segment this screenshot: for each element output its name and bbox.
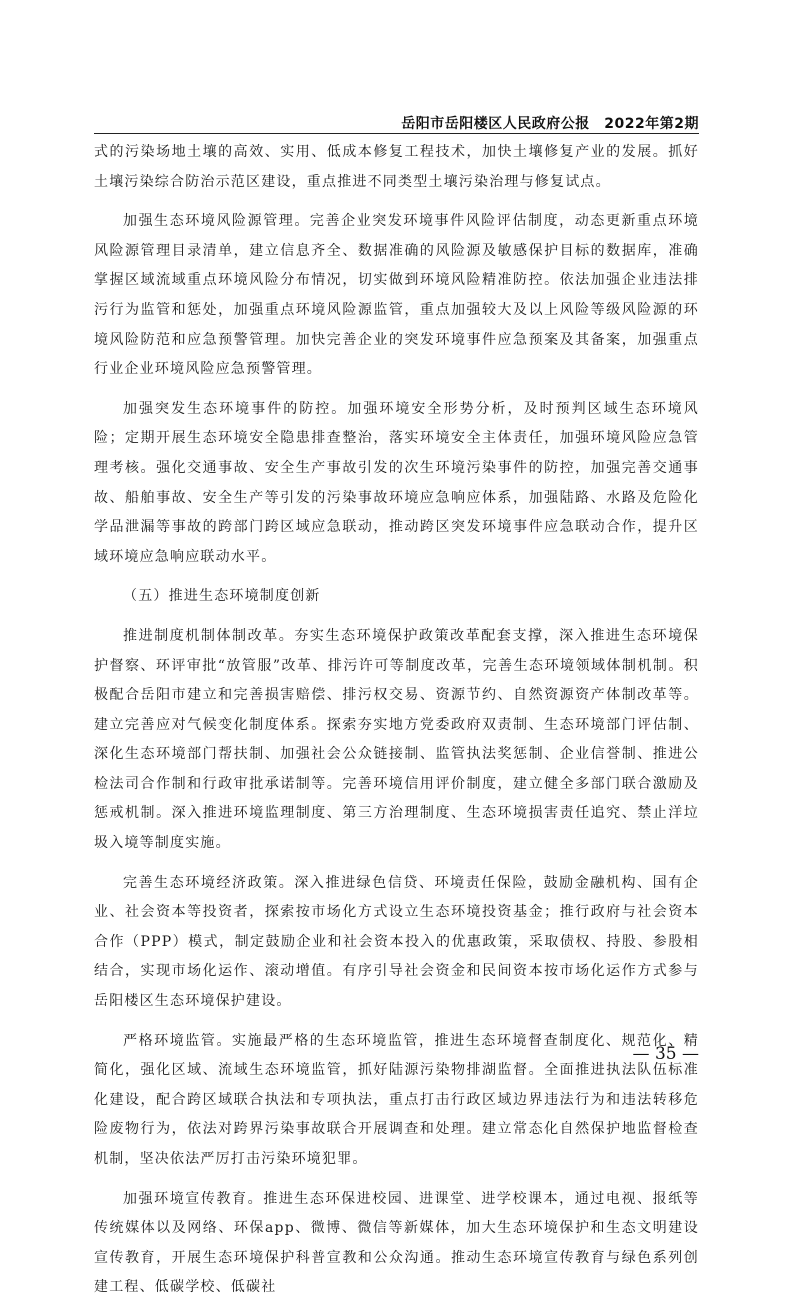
page-header: 岳阳市岳阳楼区人民政府公报 2022年第2期 xyxy=(401,116,699,132)
page-number: — 35 — xyxy=(632,1044,699,1064)
section-heading: （五）推进生态环境制度创新 xyxy=(123,588,321,605)
document-body xyxy=(94,138,699,1313)
paragraph-economic-policy: 完善生态环境经济政策。深入推进绿色信贷、环境责任保险，鼓励金融机构、国有企业、社会资本等投资者，探索按市场化方式设立生态环境投资基金；推行政府与社会资本合作（PPP）模式，制定鼓励企业和社会资本投入的优惠政策，采取债权、持股、参股相结合，实现市场化运作、滚动增值。有序引导社会资金和民间资本按市场化运作方式参与岳阳楼区生态环境保护建设。 xyxy=(94,874,699,1010)
paragraph-publicity-education: 加强环境宣传教育。推进生态环保进校园、进课堂、进学校课本，通过电视、报纸等传统媒体以及网络、环保app、微博、微信等新媒体，加大生态环境保护和生态文明建设宣传教育，开展生态环境保护科普宣教和公众沟通。推动生态环境宣传教育与绿色系列创建工程、低碳学校、低碳社 xyxy=(94,1190,699,1296)
header-divider xyxy=(94,133,699,134)
paragraph-institutional-reform: 推进制度机制体制改革。夯实生态环境保护政策改革配套支撑，深入推进生态环境保护督察、环评审批“放管服”改革、排污许可等制度改革，完善生态环境领域体制机制。积极配合岳阳市建立和完善损害赔偿、排污权交易、资源节约、自然资源资产体制改革等。建立完善应对气候变化制度体系。探索夯实地方党委政府双责制、生态环境部门评估制、深化生态环境部门帮扶制、加强社会公众链接制、监管执法奖惩制、企业信誉制、推进公检法司合作制和行政审批承诺制等。完善环境信用评价制度，建立健全多部门联合激励及惩戒机制。深入推进环境监理制度、第三方治理制度、生态环境损害责任追究、禁止洋垃圾入境等制度实施。 xyxy=(94,627,699,852)
paragraph-risk-source-management: 加强生态环境风险源管理。完善企业突发环境事件风险评估制度，动态更新重点环境风险源管理目录清单，建立信息齐全、数据准确的风险源及敏感保护目标的数据库，准确掌握区域流域重点环境风险分布情况，切实做到环境风险精准防控。依法加强企业违法排污行为监管和惩处，加强重点环境风险源监管，重点加强较大及以上风险等级风险源的环境风险防范和应急预警管理。加快完善企业的突发环境事件应急预案及其备案，加强重点行业企业环境风险应急预警管理。 xyxy=(94,213,699,378)
paragraph-strict-supervision: 严格环境监管。实施最严格的生态环境监管，推进生态环境督查制度化、规范化、精简化，强化区域、流域生态环境监管，抓好陆源污染物排湖监督。全面推进执法队伍标准化建设，配合跨区域联合执法和专项执法，重点打击行政区域边界违法行为和违法转移危险废物行为，依法对跨界污染事故联合开展调查和处理。建立常态化自然保护地监督检查机制，坚决依法严厉打击污染环境犯罪。 xyxy=(94,1032,699,1167)
paragraph-continued: 式的污染场地土壤的高效、实用、低成本修复工程技术，加快土壤修复产业的发展。抓好土壤污染综合防治示范区建设，重点推进不同类型土壤污染治理与修复试点。 xyxy=(94,144,699,190)
paragraph-emergency-prevention: 加强突发生态环境事件的防控。加强环境安全形势分析，及时预判区域生态环境风险；定期开展生态环境安全隐患排查整治，落实环境安全主体责任，加强环境风险应急管理考核。强化交通事故、安全生产事故引发的次生环境污染事件的防控，加强完善交通事故、船舶事故、安全生产等引发的污染事故环境应急响应体系，加强陆路、水路及危险化学品泄漏等事故的跨部门跨区域应急联动，推动跨区突发环境事件应急联动合作，提升区域环境应急响应联动水平。 xyxy=(94,400,699,565)
